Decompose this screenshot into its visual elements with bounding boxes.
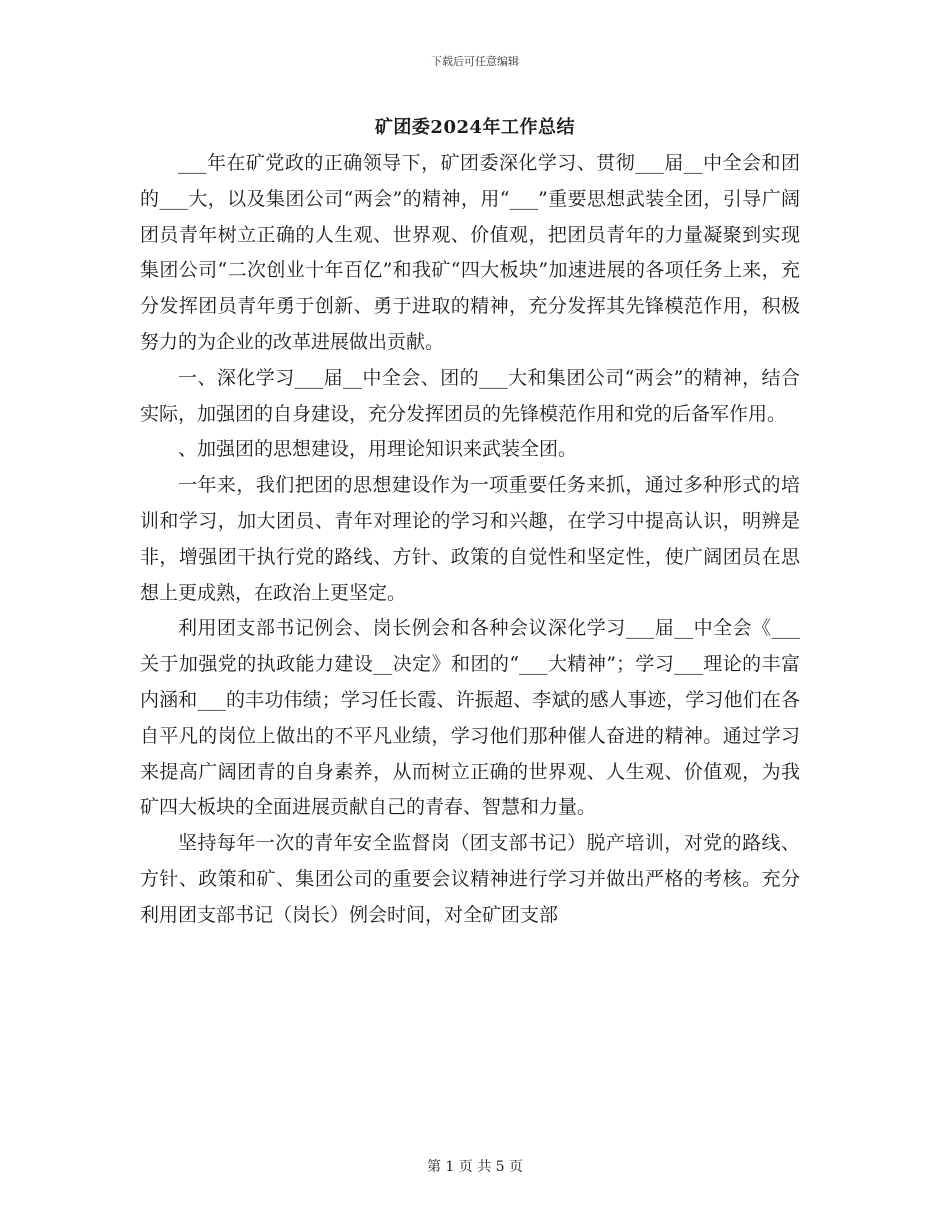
paragraph: 、加强团的思想建设，用理论知识来武装全团。 — [178, 438, 578, 461]
paragraph: ___年在矿党政的正确领导下，矿团委深化学习、贯彻___届__中全会和团的___大，以及集团公司“两会”的精神，用“___”重要思想武装全团，引导广阔团员青年树立正确的人生观、世界观、价值观，把团员青年的力量凝聚到实现集团公司“二次创业十年百亿”和我矿“四大板块”加速进展的各项任务上来，充分发挥团员青年勇于创新、勇于进取的精神，充分发挥其先锋模范作用，积极努力的为企业的改革进展做出贡献。 — [140, 152, 800, 353]
paragraph: 一年来，我们把团的思想建设作为一项重要任务来抓，通过多种形式的培训和学习，加大团员、青年对理论的学习和兴趣，在学习中提高认识，明辨是非，增强团干执行党的路线、方针、政策的自觉性和坚定性，使广阔团员在思想上更成熟，在政治上更坚定。 — [140, 474, 800, 604]
page-footer: 第 1 页 共 5 页 — [426, 1159, 524, 1175]
header-note: 下载后可任意编辑 — [431, 55, 519, 68]
document-title: 矿团委2024年工作总结 — [374, 117, 576, 138]
document-body — [140, 146, 800, 934]
paragraph: 坚持每年一次的青年安全监督岗（团支部书记）脱产培训，对党的路线、方针、政策和矿、集团公司的重要会议精神进行学习并做出严格的考核。充分利用团支部书记（岗长）例会时间，对全矿团支部 — [140, 832, 800, 926]
paragraph: 一、深化学习___届__中全会、团的___大和集团公司“两会”的精神，结合实际，加强团的自身建设，充分发挥团员的先锋模范作用和党的后备军作用。 — [140, 366, 800, 425]
paragraph: 利用团支部书记例会、岗长例会和各种会议深化学习___届__中全会《___关于加强党的执政能力建设__决定》和团的“___大精神”；学习___理论的丰富内涵和___的丰功伟绩；学习任长霞、许振超、李斌的感人事迹，学习他们在各自平凡的岗位上做出的不平凡业绩，学习他们那种催人奋进的精神。通过学习来提高广阔团青的自身素养，从而树立正确的世界观、人生观、价值观，为我矿四大板块的全面进展贡献自己的青春、智慧和力量。 — [140, 617, 800, 819]
